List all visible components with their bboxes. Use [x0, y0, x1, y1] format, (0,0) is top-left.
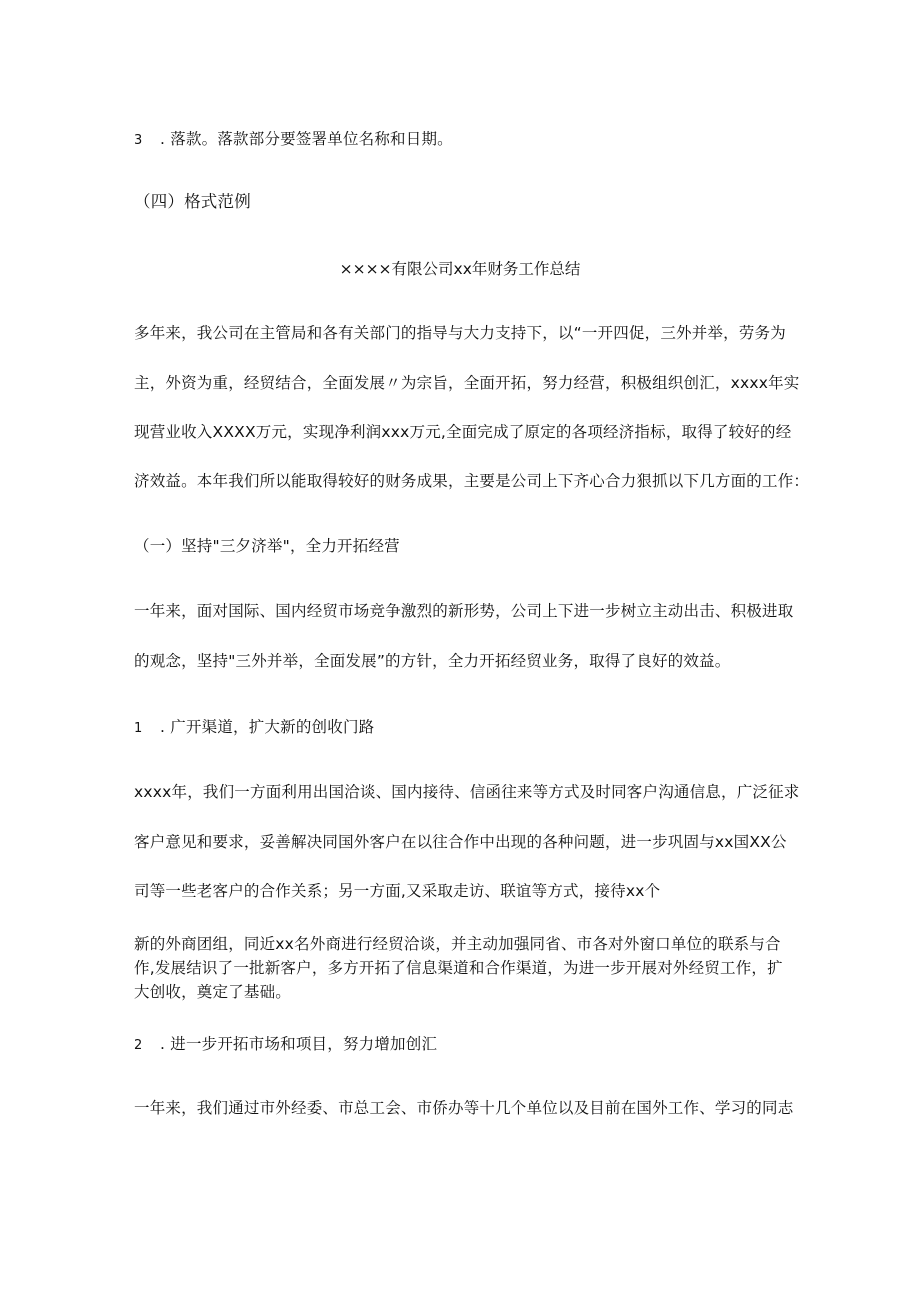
point-2-number: 2 [134, 1038, 143, 1053]
point-1-heading [134, 716, 374, 740]
point-1-line-2: 客户意见和要求，妥善解决同国外客户在以往合作中出现的各种问题，进一步巩固与xx国XX公 [134, 833, 787, 851]
point-1-line-3: 司等一些老客户的合作关系；另一方面,又采取走访、联谊等方式，接待xx个 [134, 882, 661, 900]
subsection-1-line-1: 一年来，面对国际、国内经贸市场竞争激烈的新形势，公司上下进一步树立主动出击、积极进取 [134, 602, 794, 620]
point-2-text: . 进一步开拓市场和项目，努力增加创汇 [160, 1035, 438, 1053]
point-2-heading [134, 1033, 437, 1057]
point-1-line-1: xxxx年，我们一方面利用出国洽谈、国内接待、信函往来等方式及时同客户沟通信息，广泛征求 [134, 783, 800, 801]
intro-line-4: 济效益。本年我们所以能取得较好的财务成果，主要是公司上下齐心合力狠抓以下几方面的工作： [134, 472, 810, 490]
point-1-paragraph-2: 新的外商团组，同近xx名外商进行经贸洽谈，并主动加强同省、市各对外窗口单位的联系与合作,发展结识了一批新客户，多方开拓了信息渠道和合作渠道，为进一步开展对外经贸工作，扩大创收，奠定了基础。 [134, 935, 783, 1001]
item-3-text: . 落款。落款部分要签署单位名称和日期。 [160, 130, 453, 148]
intro-line-1: 多年来，我公司在主管局和各有关部门的指导与大力支持下，以“一开四促，三外并举，劳务为 [134, 324, 786, 342]
point-2-line-1: 一年来，我们通过市外经委、市总工会、市侨办等十几个单位以及目前在国外工作、学习的同志 [134, 1099, 794, 1117]
point-1-text: . 广开渠道，扩大新的创收门路 [160, 718, 375, 736]
subsection-1-heading: （一）坚持"三夕济举"，全力开拓经营 [134, 537, 400, 555]
subsection-1-line-2: 的观念，坚持"三外并举，全面发展”的方针，全力开拓经贸业务，取得了良好的效益。 [134, 652, 731, 670]
point-1-number: 1 [134, 721, 143, 736]
intro-line-3: 现营业收入XXXX万元，实现净利润xxx万元,全面完成了原定的各项经济指标，取得了较好的经 [134, 423, 792, 441]
section-4-heading: （四）格式范例 [134, 192, 251, 211]
intro-line-2: 主，外资为重，经贸结合，全面发展〃为宗旨，全面开拓，努力经营，积极组织创汇，xxxx年实 [134, 374, 800, 392]
item-3-number: 3 [134, 133, 143, 148]
item-3 [134, 128, 453, 152]
document-title: ××××有限公司xx年财务工作总结 [339, 260, 581, 278]
